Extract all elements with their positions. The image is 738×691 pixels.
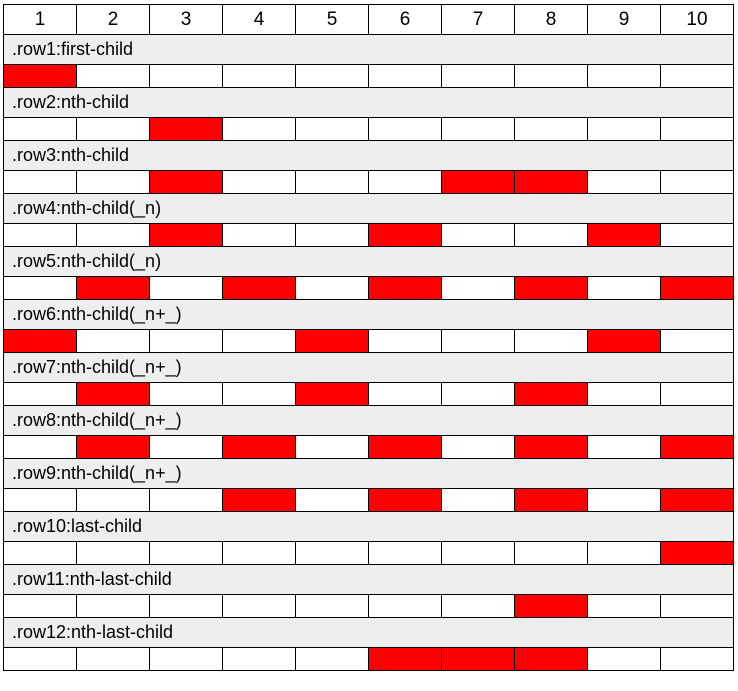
- selector-cell-row: [4, 542, 734, 565]
- empty-cell: [4, 224, 77, 247]
- empty-cell: [4, 118, 77, 141]
- selector-label-row: [4, 194, 734, 224]
- empty-cell: [588, 542, 661, 565]
- empty-cell: [442, 277, 515, 300]
- selector-label: .row1:first-child: [4, 35, 734, 65]
- empty-cell: [77, 542, 150, 565]
- empty-cell: [515, 330, 588, 353]
- empty-cell: [77, 595, 150, 618]
- empty-cell: [588, 489, 661, 512]
- empty-cell: [588, 383, 661, 406]
- empty-cell: [661, 648, 734, 671]
- empty-cell: [150, 65, 223, 88]
- empty-cell: [661, 65, 734, 88]
- selector-label: .row9:nth-child(_n+_): [4, 459, 734, 489]
- selector-label-row: [4, 247, 734, 277]
- empty-cell: [150, 277, 223, 300]
- selector-cell-row: [4, 224, 734, 247]
- empty-cell: [442, 542, 515, 565]
- highlighted-cell: [661, 436, 734, 459]
- highlighted-cell: [150, 118, 223, 141]
- empty-cell: [150, 330, 223, 353]
- column-header: 9: [588, 5, 661, 35]
- empty-cell: [223, 171, 296, 194]
- empty-cell: [77, 171, 150, 194]
- empty-cell: [223, 65, 296, 88]
- empty-cell: [369, 330, 442, 353]
- empty-cell: [588, 595, 661, 618]
- empty-cell: [77, 65, 150, 88]
- highlighted-cell: [515, 595, 588, 618]
- empty-cell: [223, 595, 296, 618]
- empty-cell: [661, 595, 734, 618]
- selector-label: .row11:nth-last-child: [4, 565, 734, 595]
- selector-label-row: [4, 406, 734, 436]
- highlighted-cell: [515, 489, 588, 512]
- empty-cell: [588, 65, 661, 88]
- highlighted-cell: [661, 277, 734, 300]
- empty-cell: [369, 383, 442, 406]
- empty-cell: [588, 648, 661, 671]
- selector-label: .row6:nth-child(_n+_): [4, 300, 734, 330]
- selector-label: .row5:nth-child(_n): [4, 247, 734, 277]
- empty-cell: [150, 595, 223, 618]
- empty-cell: [296, 595, 369, 618]
- empty-cell: [369, 118, 442, 141]
- empty-cell: [4, 436, 77, 459]
- empty-cell: [150, 542, 223, 565]
- empty-cell: [661, 383, 734, 406]
- highlighted-cell: [442, 648, 515, 671]
- empty-cell: [4, 595, 77, 618]
- empty-cell: [369, 595, 442, 618]
- column-header: 1: [4, 5, 77, 35]
- empty-cell: [588, 277, 661, 300]
- selector-label-row: [4, 35, 734, 65]
- empty-cell: [77, 330, 150, 353]
- empty-cell: [296, 277, 369, 300]
- empty-cell: [442, 595, 515, 618]
- selector-cell-row: [4, 171, 734, 194]
- selector-cell-row: [4, 436, 734, 459]
- empty-cell: [77, 489, 150, 512]
- selector-label: .row4:nth-child(_n): [4, 194, 734, 224]
- selector-label: .row2:nth-child: [4, 88, 734, 118]
- empty-cell: [296, 648, 369, 671]
- empty-cell: [296, 224, 369, 247]
- selector-cell-row: [4, 65, 734, 88]
- highlighted-cell: [515, 436, 588, 459]
- highlighted-cell: [223, 489, 296, 512]
- empty-cell: [442, 436, 515, 459]
- empty-cell: [150, 648, 223, 671]
- empty-cell: [588, 171, 661, 194]
- selector-cell-row: [4, 277, 734, 300]
- empty-cell: [223, 224, 296, 247]
- highlighted-cell: [223, 436, 296, 459]
- empty-cell: [77, 648, 150, 671]
- empty-cell: [4, 171, 77, 194]
- empty-cell: [223, 542, 296, 565]
- highlighted-cell: [369, 436, 442, 459]
- empty-cell: [442, 118, 515, 141]
- empty-cell: [442, 65, 515, 88]
- empty-cell: [515, 65, 588, 88]
- empty-cell: [150, 436, 223, 459]
- empty-cell: [442, 330, 515, 353]
- highlighted-cell: [515, 648, 588, 671]
- selector-demo-table: [3, 4, 734, 671]
- highlighted-cell: [150, 224, 223, 247]
- highlighted-cell: [77, 383, 150, 406]
- column-header: 8: [515, 5, 588, 35]
- highlighted-cell: [4, 330, 77, 353]
- selector-label: .row12:nth-last-child: [4, 618, 734, 648]
- highlighted-cell: [588, 224, 661, 247]
- selector-label: .row8:nth-child(_n+_): [4, 406, 734, 436]
- column-header: 10: [661, 5, 734, 35]
- empty-cell: [150, 383, 223, 406]
- empty-cell: [661, 118, 734, 141]
- highlighted-cell: [77, 277, 150, 300]
- empty-cell: [223, 383, 296, 406]
- empty-cell: [442, 224, 515, 247]
- column-header: 7: [442, 5, 515, 35]
- column-header-row: [4, 5, 734, 35]
- highlighted-cell: [442, 171, 515, 194]
- selector-label: .row3:nth-child: [4, 141, 734, 171]
- empty-cell: [515, 224, 588, 247]
- selector-label: .row7:nth-child(_n+_): [4, 353, 734, 383]
- selector-label: .row10:last-child: [4, 512, 734, 542]
- empty-cell: [4, 277, 77, 300]
- highlighted-cell: [4, 65, 77, 88]
- highlighted-cell: [369, 277, 442, 300]
- selector-label-row: [4, 353, 734, 383]
- column-header: 5: [296, 5, 369, 35]
- selector-label-row: [4, 300, 734, 330]
- selector-label-row: [4, 141, 734, 171]
- selector-cell-row: [4, 383, 734, 406]
- selector-cell-row: [4, 330, 734, 353]
- empty-cell: [661, 330, 734, 353]
- selector-cell-row: [4, 489, 734, 512]
- highlighted-cell: [369, 224, 442, 247]
- selector-cell-row: [4, 648, 734, 671]
- empty-cell: [588, 118, 661, 141]
- selector-label-row: [4, 618, 734, 648]
- highlighted-cell: [150, 171, 223, 194]
- highlighted-cell: [296, 330, 369, 353]
- column-header: 3: [150, 5, 223, 35]
- empty-cell: [296, 171, 369, 194]
- highlighted-cell: [369, 489, 442, 512]
- empty-cell: [661, 171, 734, 194]
- empty-cell: [369, 542, 442, 565]
- empty-cell: [296, 489, 369, 512]
- empty-cell: [150, 489, 223, 512]
- empty-cell: [369, 65, 442, 88]
- highlighted-cell: [661, 542, 734, 565]
- selector-label-row: [4, 565, 734, 595]
- empty-cell: [296, 542, 369, 565]
- empty-cell: [296, 436, 369, 459]
- highlighted-cell: [515, 383, 588, 406]
- column-header: 2: [77, 5, 150, 35]
- column-header: 4: [223, 5, 296, 35]
- empty-cell: [77, 224, 150, 247]
- empty-cell: [223, 118, 296, 141]
- selector-label-row: [4, 459, 734, 489]
- empty-cell: [77, 118, 150, 141]
- empty-cell: [4, 383, 77, 406]
- highlighted-cell: [77, 436, 150, 459]
- selector-label-row: [4, 88, 734, 118]
- empty-cell: [296, 65, 369, 88]
- empty-cell: [4, 542, 77, 565]
- empty-cell: [369, 171, 442, 194]
- highlighted-cell: [369, 648, 442, 671]
- empty-cell: [442, 489, 515, 512]
- empty-cell: [588, 436, 661, 459]
- highlighted-cell: [515, 277, 588, 300]
- column-header: 6: [369, 5, 442, 35]
- selector-label-row: [4, 512, 734, 542]
- highlighted-cell: [661, 489, 734, 512]
- empty-cell: [442, 383, 515, 406]
- highlighted-cell: [223, 277, 296, 300]
- empty-cell: [223, 648, 296, 671]
- selector-cell-row: [4, 118, 734, 141]
- empty-cell: [515, 118, 588, 141]
- highlighted-cell: [515, 171, 588, 194]
- empty-cell: [4, 489, 77, 512]
- empty-cell: [223, 330, 296, 353]
- empty-cell: [4, 648, 77, 671]
- highlighted-cell: [296, 383, 369, 406]
- empty-cell: [515, 542, 588, 565]
- highlighted-cell: [588, 330, 661, 353]
- selector-cell-row: [4, 595, 734, 618]
- empty-cell: [296, 118, 369, 141]
- empty-cell: [661, 224, 734, 247]
